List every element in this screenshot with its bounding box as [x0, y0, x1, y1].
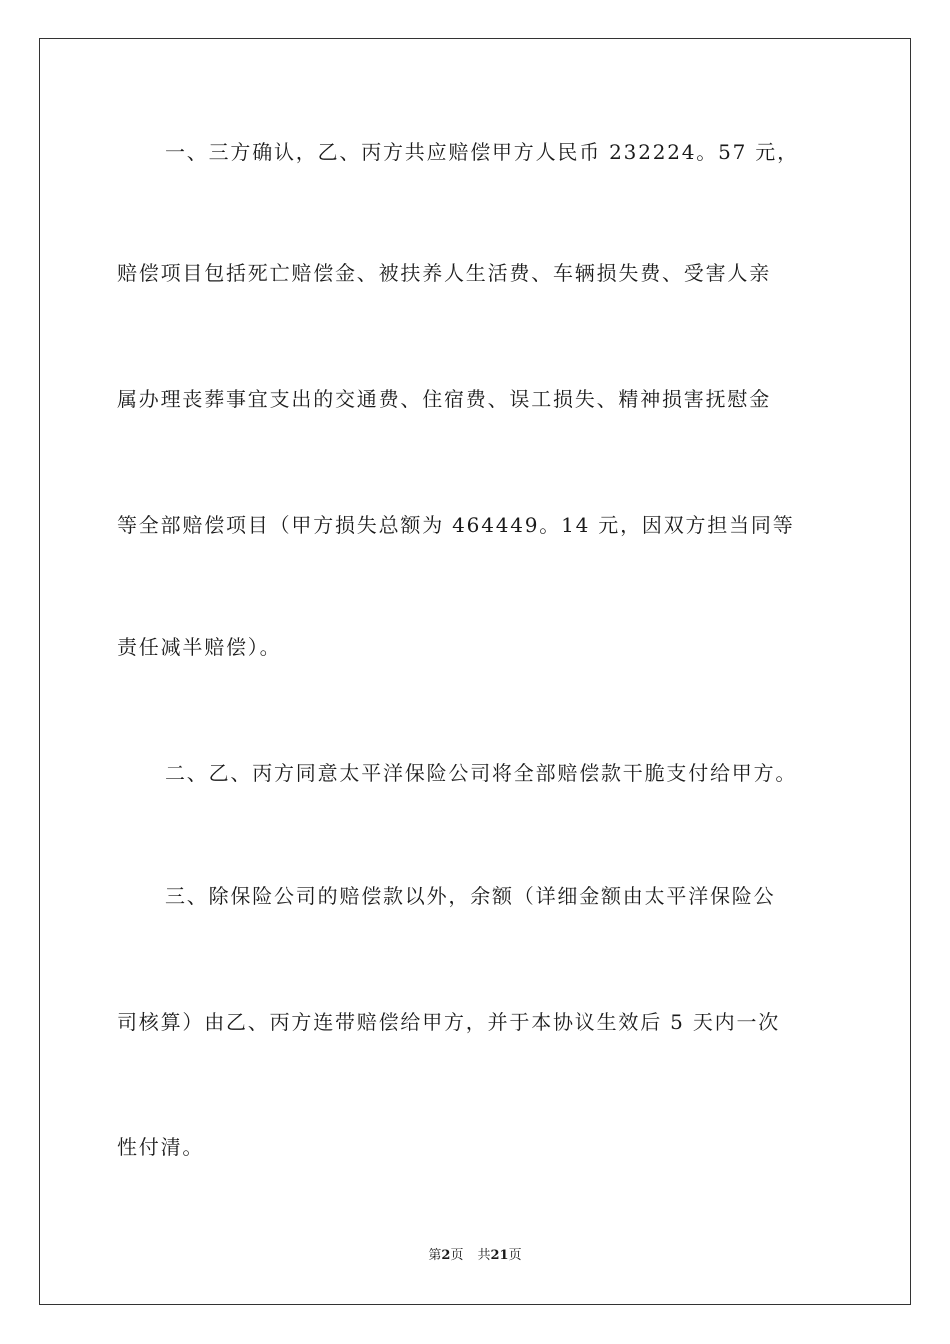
page-number: 2: [441, 1248, 451, 1263]
clause-3-line-2: 司核算）由乙、丙方连带赔偿给甲方，并于本协议生效后 5 天内一次: [117, 1010, 781, 1034]
page-footer: [0, 1247, 950, 1265]
total-suffix: 页: [508, 1248, 522, 1263]
clause-3-line-3: 性付清。: [117, 1135, 205, 1159]
page-border: [39, 38, 911, 1305]
clause-2-line-1: 二、乙、丙方同意太平洋保险公司将全部赔偿款干脆支付给甲方。: [165, 761, 798, 785]
clause-1-line-1: 一、三方确认，乙、丙方共应赔偿甲方人民币 232224。57 元，: [165, 140, 799, 164]
page-prefix: 第: [428, 1248, 442, 1263]
total-prefix: 共: [477, 1248, 491, 1263]
page-suffix: 页: [450, 1248, 464, 1263]
clause-1-line-2: 赔偿项目包括死亡赔偿金、被扶养人生活费、车辆损失费、受害人亲: [117, 261, 771, 285]
clause-3-line-1: 三、除保险公司的赔偿款以外，余额（详细金额由太平洋保险公: [165, 884, 776, 908]
clause-1-line-4: 等全部赔偿项目（甲方损失总额为 464449。14 元，因双方担当同等: [117, 513, 795, 537]
total-pages: 21: [490, 1248, 509, 1263]
clause-1-line-5: 责任减半赔偿）。: [117, 635, 282, 659]
clause-1-line-3: 属办理丧葬事宜支出的交通费、住宿费、误工损失、精神损害抚慰金: [117, 387, 771, 411]
